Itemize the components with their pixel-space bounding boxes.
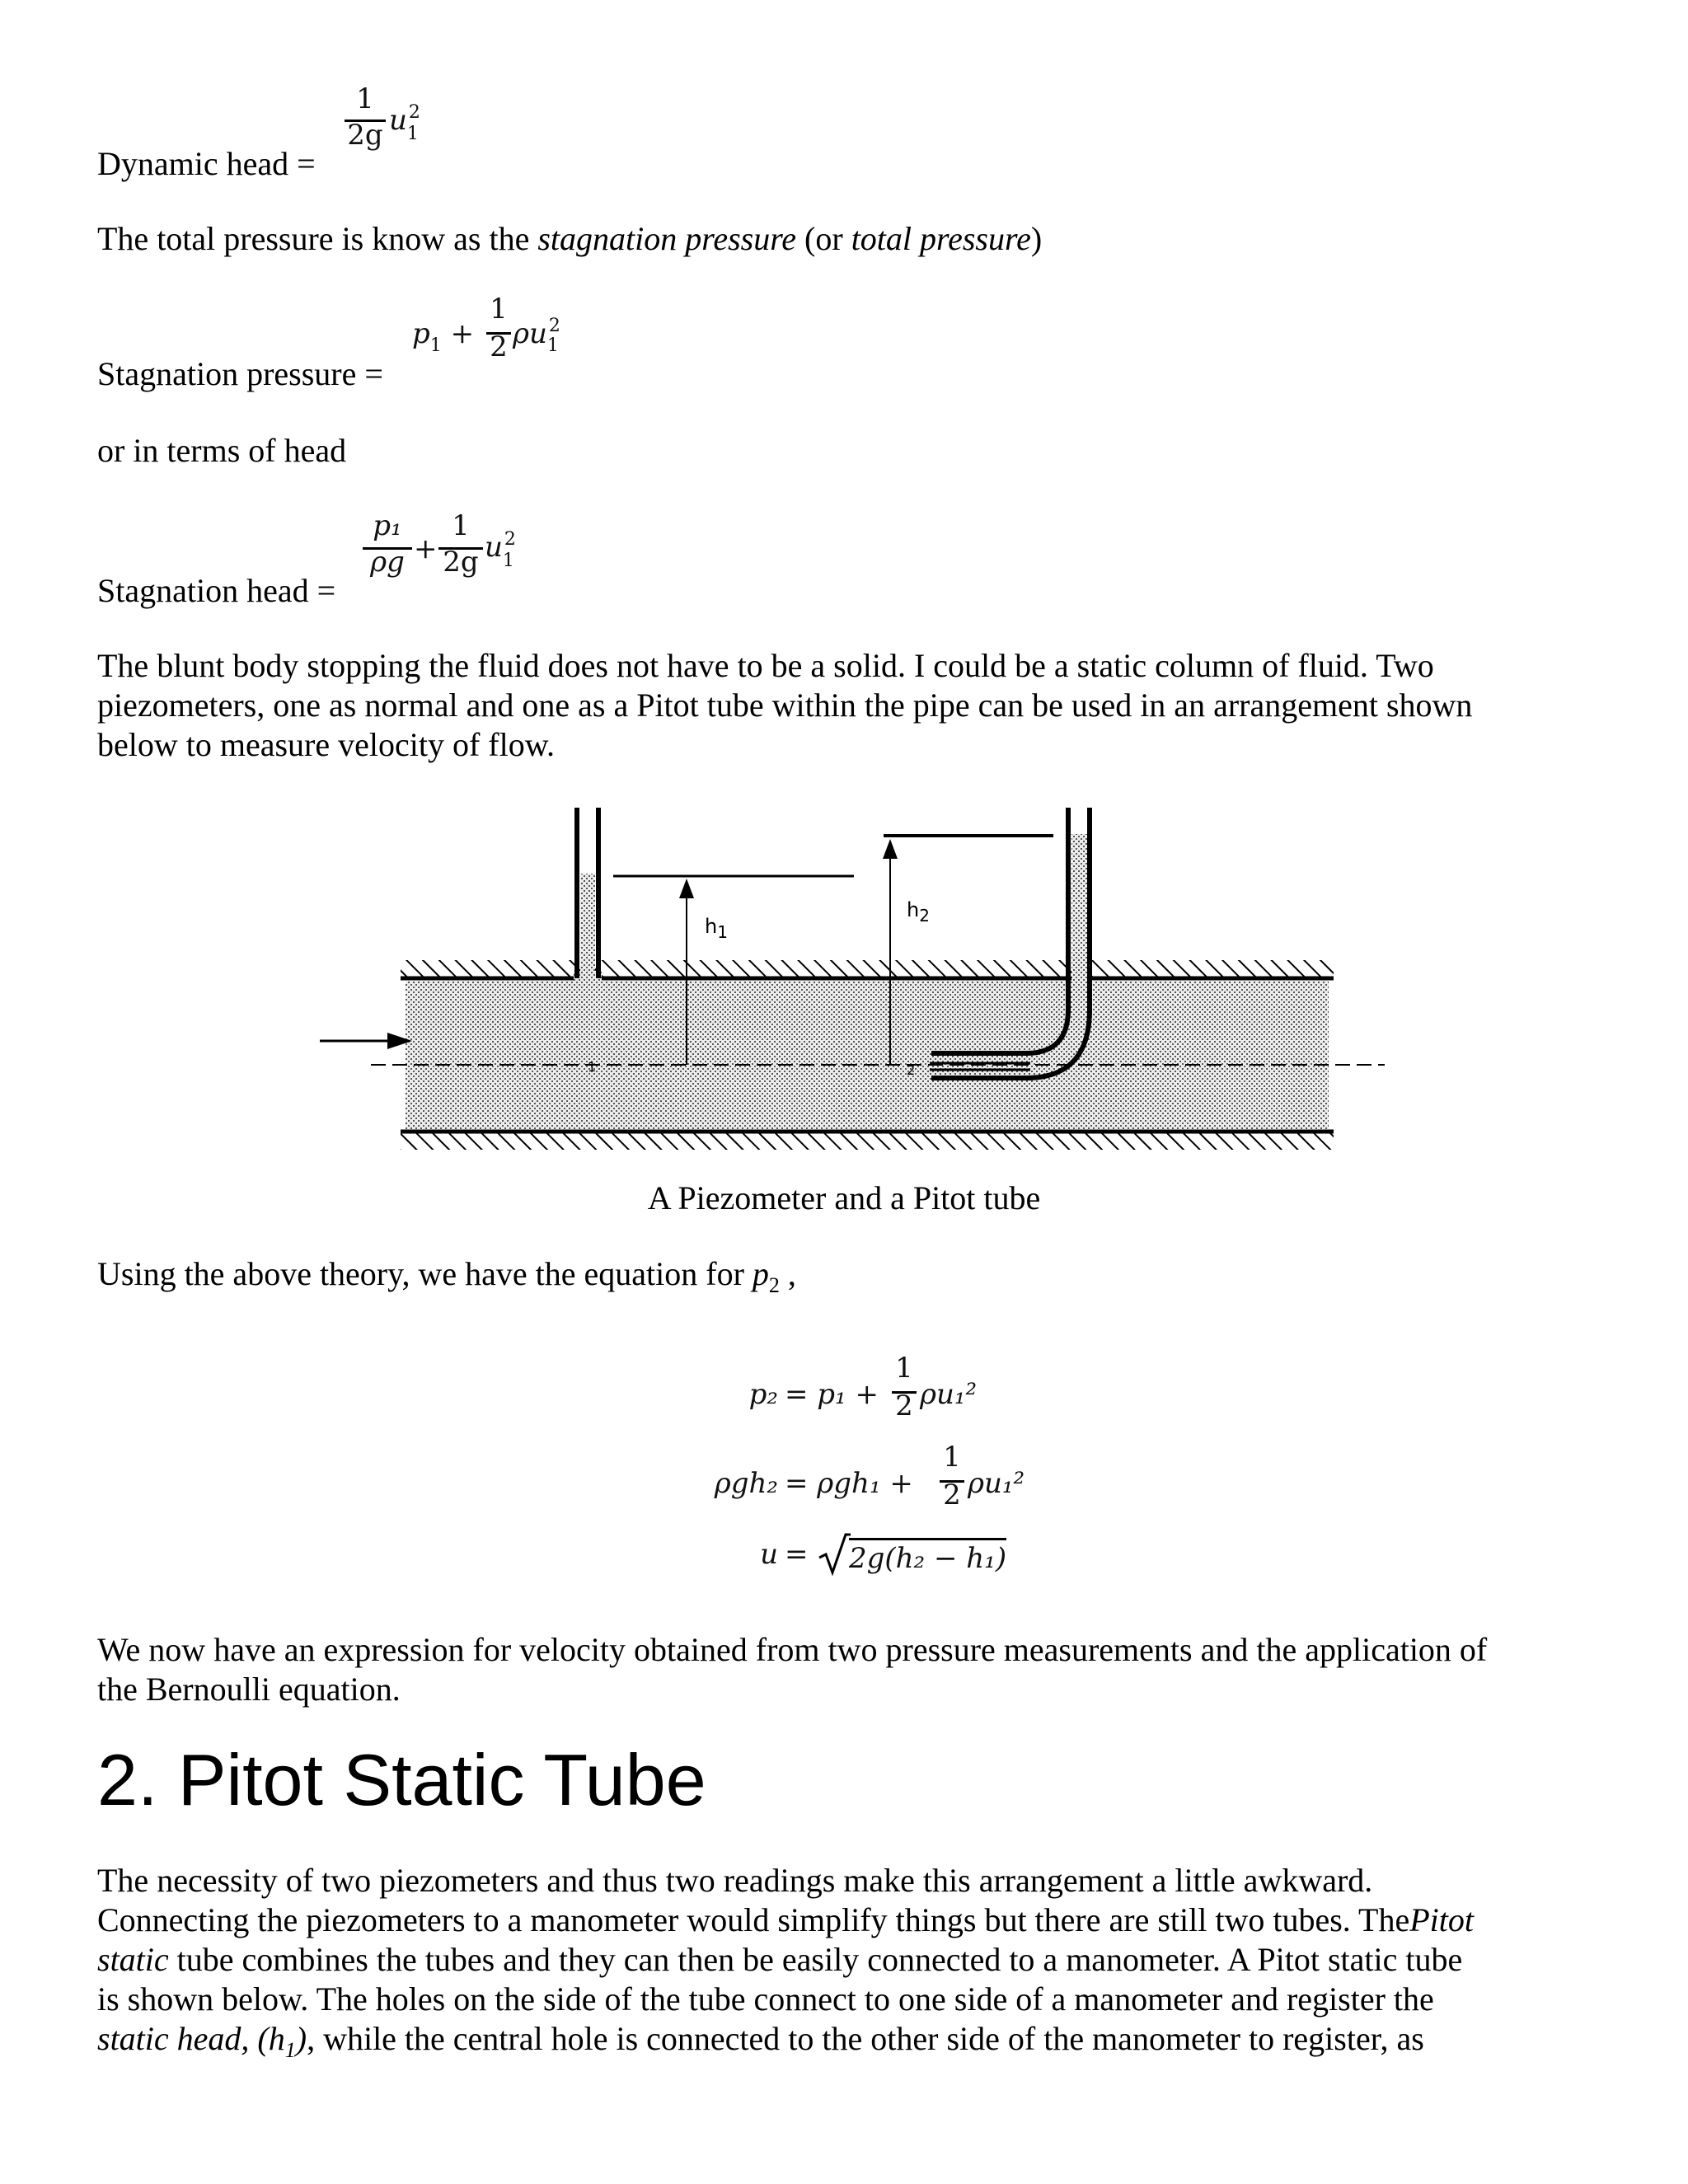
paragraph-line: the Bernoulli equation.	[97, 1671, 401, 1708]
emphasis: static head, (h	[97, 2020, 285, 2057]
eq1-term: ρu₁²	[920, 1378, 978, 1411]
superscript: 2	[548, 316, 560, 336]
fraction-denominator: 2	[895, 1390, 913, 1422]
fraction-denominator: 2	[943, 1479, 961, 1511]
term-u: u	[389, 104, 407, 137]
variable: p	[752, 1255, 769, 1292]
paragraph-line: We now have an expression for velocity obtained from two pressure measurements and the application of	[97, 1631, 1488, 1668]
emphasis: )	[295, 2020, 307, 2057]
label-text: h	[705, 915, 718, 938]
subscript: 1	[546, 335, 559, 356]
piezometer-fluid	[580, 874, 595, 979]
eq2-rhs: = ρgh₁ +	[785, 1467, 913, 1500]
fraction-denominator: 2g	[443, 546, 479, 579]
subscript: 1	[429, 335, 442, 356]
plus-sign: +	[414, 532, 438, 565]
fraction-denominator: 2g	[347, 119, 383, 152]
fraction-numerator: 1	[943, 1441, 961, 1474]
point-2-label: 2	[907, 1062, 916, 1078]
term-p: p	[412, 317, 430, 350]
superscript: 2	[504, 529, 516, 550]
text: tube combines the tubes and they can then be easily connected to a manometer. A Pitot static tube	[168, 1941, 1463, 1978]
h2-label	[907, 898, 930, 926]
fraction-numerator: 1	[356, 82, 374, 115]
paragraph-line: is shown below. The holes on the side of the tube connect to one side of a manometer and register the	[97, 1980, 1434, 2018]
eq1-rhs: = p₁ +	[785, 1378, 879, 1411]
subscript: 1	[406, 124, 419, 144]
term-u: u	[485, 531, 503, 564]
figure-caption: A Piezometer and a Pitot tube	[647, 1179, 1041, 1216]
paragraph-line: below to measure velocity of flow.	[97, 726, 556, 763]
paragraph-line: The necessity of two piezometers and thus two readings make this arrangement a little awkward.	[97, 1862, 1373, 1899]
stagnation-head-label: Stagnation head =	[97, 572, 336, 609]
pitot-fluid	[1071, 834, 1088, 999]
emphasis: Pitot	[1409, 1901, 1475, 1938]
eq2-lhs: ρgh₂	[714, 1467, 778, 1500]
text: The total pressure is know as the	[97, 220, 538, 257]
paragraph-line	[97, 2019, 1606, 2070]
paragraph-line: The blunt body stopping the fluid does not have to be a solid. I could be a static column of fluid. Two	[97, 647, 1434, 684]
fraction-numerator: 1	[452, 509, 470, 542]
term-rho-u: ρu	[513, 317, 547, 350]
paragraph-line	[97, 1940, 1606, 1980]
eq2-fraction	[940, 1441, 964, 1511]
pitot-static-paragraph	[97, 1861, 1606, 2070]
label-text: h	[907, 898, 920, 921]
pipe-fluid	[406, 981, 1329, 1129]
dynamic-head-label: Dynamic head =	[97, 145, 316, 182]
text: , while the central hole is connected to the other side of the manometer to register, as	[307, 2020, 1424, 2057]
emphasis: stagnation pressure	[537, 220, 797, 257]
label-subscript: 1	[717, 922, 728, 942]
velocity-paragraph	[97, 1630, 1606, 1709]
text: (or	[796, 220, 851, 257]
superscript: 2	[408, 102, 420, 123]
fraction-numerator: 1	[490, 293, 508, 326]
text: Connecting the piezometers to a manometer would simplify things but there are still two tubes. The	[97, 1901, 1410, 1938]
eq1-lhs: p₂	[748, 1378, 778, 1411]
stagnation-pressure-label: Stagnation pressure =	[97, 355, 383, 392]
eq3-equals: =	[785, 1538, 809, 1571]
subscript: 2	[768, 1273, 780, 1297]
paragraph-line: piezometers, one as normal and one as a Pitot tube within the pipe can be used in an arrangement shown	[97, 687, 1473, 724]
head-intro-text: or in terms of head	[97, 432, 347, 469]
fraction-numerator: p₁	[373, 509, 402, 542]
subscript: 1	[502, 551, 514, 571]
fraction-denominator: ρg	[370, 546, 405, 579]
section-heading: 2. Pitot Static Tube	[97, 1739, 706, 1821]
text: ,	[779, 1255, 796, 1292]
text: )	[1030, 220, 1043, 257]
pipe-bottom-wall	[401, 1132, 1334, 1150]
h1-label	[705, 915, 728, 942]
emphasis: total pressure	[851, 220, 1031, 257]
fraction-denominator: 2	[490, 330, 508, 363]
eq3-lhs: u	[760, 1538, 778, 1571]
text: Using the above theory, we have the equation for	[97, 1255, 753, 1292]
emphasis: static	[97, 1941, 169, 1978]
eq3-radicand: 2g(h₂ − h₁)	[849, 1538, 1006, 1575]
point-1-label: 1	[588, 1059, 597, 1075]
square-root-sign	[818, 1531, 851, 1576]
eq2-term: ρu₁²	[968, 1467, 1025, 1500]
equation-block	[684, 1343, 1030, 1599]
eq1-fraction	[892, 1352, 917, 1422]
fraction-numerator: 1	[895, 1352, 913, 1385]
subscript: 1	[284, 2038, 296, 2062]
pipe-top-wall	[401, 960, 1334, 977]
label-subscript: 2	[919, 906, 930, 926]
paragraph-line	[97, 1900, 1606, 1940]
using-theory-paragraph	[97, 1254, 796, 1305]
plus-sign: +	[450, 317, 475, 350]
